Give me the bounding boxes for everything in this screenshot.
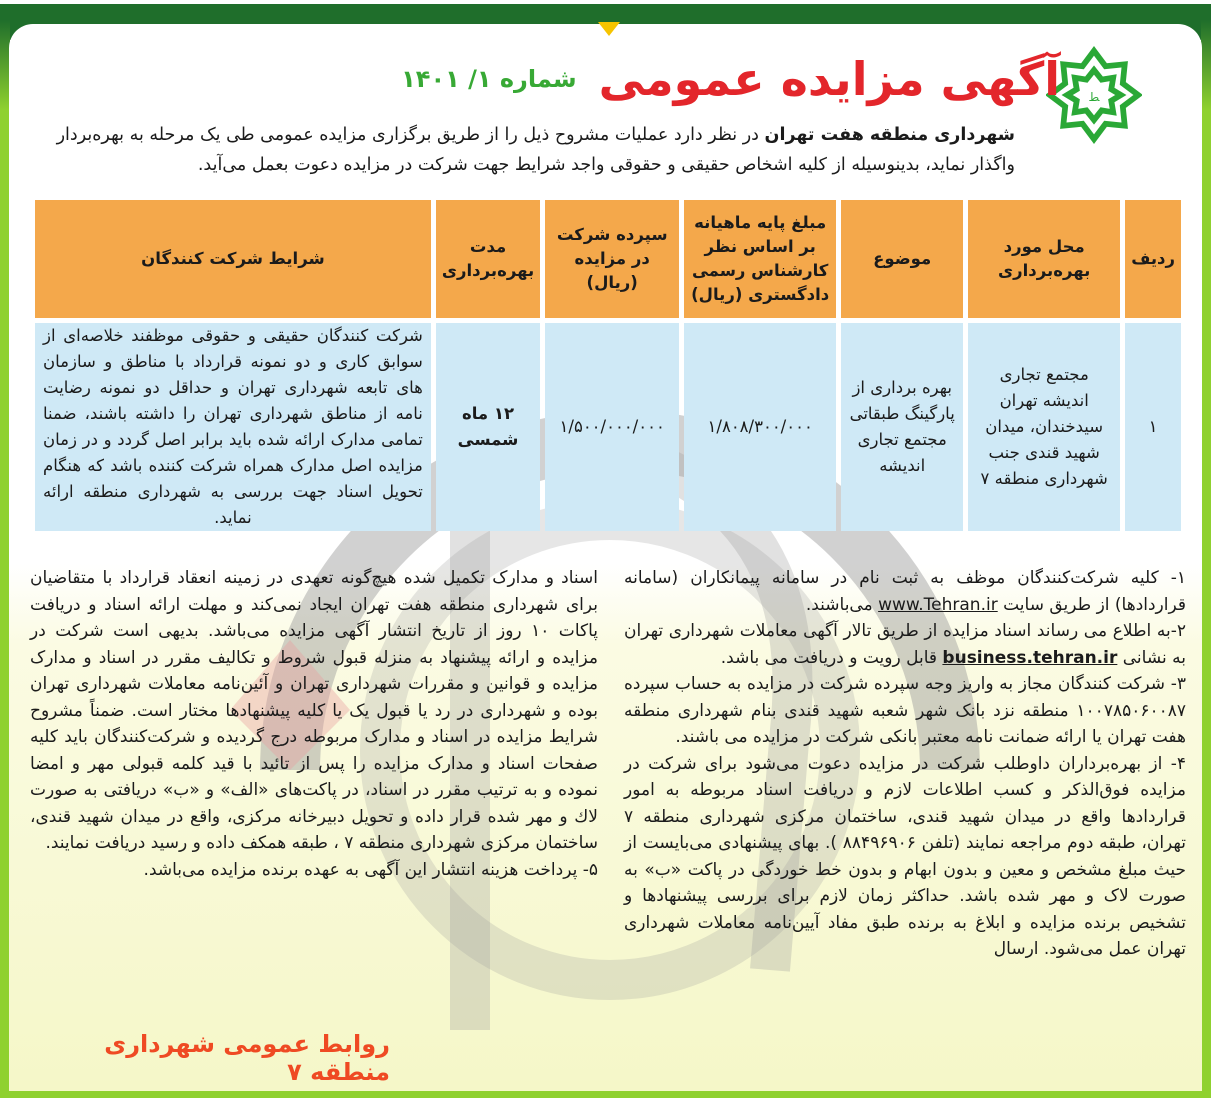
item-4: ۴- از بهره‌برداران داوطلب شرکت در مزایده دعوت می‌شود برای شرکت در مزایده فوق‌الذکر و کسب اطلاعات لازم و دریافت اسناد مربوطه به امور قراردادها واقع در میدان شهید قندی، ساختمان مرکزی شهرداری منطقه ۷ تهران، طبقه دوم مراجعه نمایند (تلفن ۸۸۴۹۶۹۰۶ ). بهای پیشنهادی می‌بایست از حیث مبلغ مشخص و معین و بدون ابهام و بدون خط خوردگی در پاکت «ب» به صورت لاک و مهر شده باشد. حداکثر زمان لازم برای بررسی پیشنهادها و تشخیص برنده مزایده و ابلاغ به برنده طبق مفاد آیین‌نامه معاملات شهرداری تهران عمل می‌شود. ارسال xyxy=(624,753,1186,959)
item-1-text: ۱- کلیه شرکت‌کنندگان موظف به ثبت نام در سامانه پیمانکاران (سامانه قراردادها) از طریق سایت xyxy=(624,568,1186,615)
notice-title: آگهی مزایده عمومی xyxy=(598,52,1060,106)
cell-duration: ۱۲ ماه شمسی xyxy=(436,323,540,531)
cell-subject: بهره برداری از پارگینگ طبقاتی مجتمع تجاری اندیشه xyxy=(841,323,963,531)
auction-table xyxy=(30,195,1186,536)
header-deposit: سپرده شرکت در مزایده (ریال) xyxy=(545,200,679,318)
header-conditions: شرایط شرکت کنندگان xyxy=(35,200,431,318)
item-3: ۳- شرکت کنندگان مجاز به واریز وجه سپرده شرکت در مزایده به حساب سپرده ۱۰۰۷۸۵۰۶۰۰۸۷ منطقه نزد بانک شهر شعبه شهید قندی بنام شهرداری منطقه هفت تهران یا ارائه ضمانت نامه معتبر بانکی شرکت در مزایده می باشند. xyxy=(624,674,1186,747)
tehran-municipality-logo-icon xyxy=(1046,46,1142,144)
item-1-text-end: می‌باشند. xyxy=(805,594,879,615)
item-2-text-end: قابل رویت و دریافت می باشد. xyxy=(720,647,943,668)
triangle-marker-icon xyxy=(598,22,620,36)
body-column-right xyxy=(624,565,1186,963)
cell-row-number: ۱ xyxy=(1125,323,1181,531)
body-column-left xyxy=(30,565,598,883)
notice-header xyxy=(300,44,1060,114)
cell-conditions: شرکت کنندگان حقیقی و حقوقی موظفند خلاصه‌ای از سوابق کاری و دو نمونه قرارداد با مناطق و سازمان های تابعه شهرداری تهران و حداقل دو نمونه رضایت نامه از مناطق شهرداری تهران را داشته باشند، ضمنا تمامی مدارک ارائه شده باید برابر اصل گردد و در زمان مزایده اصل مدارک همراه شرکت کننده باشد که هنگام تحویل اسناد جهت بررسی به شهرداری منطقه ارائه نماید. xyxy=(35,323,431,531)
frame-bottom-border xyxy=(0,1090,1211,1098)
intro-paragraph xyxy=(30,120,1015,180)
cell-deposit: ۱/۵۰۰/۰۰۰/۰۰۰ xyxy=(545,323,679,531)
intro-text: در نظر دارد عملیات مشروح ذیل را از طریق برگزاری مزایده عمومی طی یک مرحله به بهره‌بردار واگذار نماید، بدینوسیله از کلیه اشخاص حقیقی و حقوقی واجد شرایط جهت شرکت در مزایده دعوت بعمل می‌آید. xyxy=(56,125,1015,175)
item-4-continued: اسناد و مدارک تکمیل شده هیچ‌گونه تعهدی در زمینه انعقاد قرارداد با متقاضیان برای شهرداری منطقه هفت تهران ایجاد نمی‌کند و مهلت ارائه اسناد و دریافت پاکات ۱۰ روز از تاریخ انتشار آگهی مزایده می‌باشد. بدیهی است شرکت در مزایده و ارائه پیشنهاد به منزله قبول شروط و تکالیف مقرر در اسناد و مدارک مزایده و قوانین و مقررات شهرداری تهران و آئین‌نامه معاملات شهرداری تهران بوده و شهرداری در رد یا قبول یک یا کلیه پیشنهادها مختار است. ضمناً مشروح شرایط مزایده در اسناد و مدارک مربوطه درج گردیده و شرکت‌کنندگان باید کلیه صفحات اسناد و مدارک مزایده را پس از تائید با قید کلمه قبولی مهر و امضا نموده و به ترتیب مقرر در اسناد، در پاکت‌های «الف» و «ب» دریافتی به صورت لاك و مهر شده قرار داده و تحویل دبیرخانه مرکزی، واقع در میدان شهید قندی، ساختمان مرکزی شهرداری منطقه ۷ ، طبقه همکف داده و رسید دریافت نمایند. xyxy=(30,568,598,853)
signature: روابط عمومی شهرداری منطقه ۷ xyxy=(104,1030,390,1086)
business-site-link[interactable]: business.tehran.ir xyxy=(942,647,1118,668)
header-duration: مدت بهره‌برداری xyxy=(436,200,540,318)
header-location: محل مورد بهره‌برداری xyxy=(968,200,1120,318)
header-base-price: مبلغ پایه ماهیانه بر اساس نظر کارشناس رسمی دادگستری (ریال) xyxy=(684,200,836,318)
svg-text:ﻂ: ﻂ xyxy=(1088,89,1100,104)
cell-base-price: ۱/۸۰۸/۳۰۰/۰۰۰ xyxy=(684,323,836,531)
table-header-row xyxy=(35,200,1181,318)
tehran-site-link[interactable]: www.Tehran.ir xyxy=(878,594,998,615)
cell-location: مجتمع تجاری اندیشه تهران سیدخندان، میدان شهید قندی جنب شهرداری منطقه ۷ xyxy=(968,323,1120,531)
item-2 xyxy=(624,618,1186,671)
item-1 xyxy=(624,565,1186,618)
item-2-text: ۲-به اطلاع می رساند اسناد مزایده از طریق تالار آگهی معاملات شهرداری تهران به نشانی xyxy=(624,621,1186,668)
header-subject: موضوع xyxy=(841,200,963,318)
item-5: ۵- پرداخت هزینه انتشار این آگهی به عهده برنده مزایده می‌باشد. xyxy=(143,859,598,880)
table-row xyxy=(35,323,1181,531)
intro-organization: شهرداری منطقه هفت تهران xyxy=(764,125,1015,145)
header-row-number: ردیف xyxy=(1125,200,1181,318)
frame-right-border xyxy=(1201,20,1211,1098)
notice-number: شماره ۱/ ۱۴۰۱ xyxy=(401,65,577,93)
